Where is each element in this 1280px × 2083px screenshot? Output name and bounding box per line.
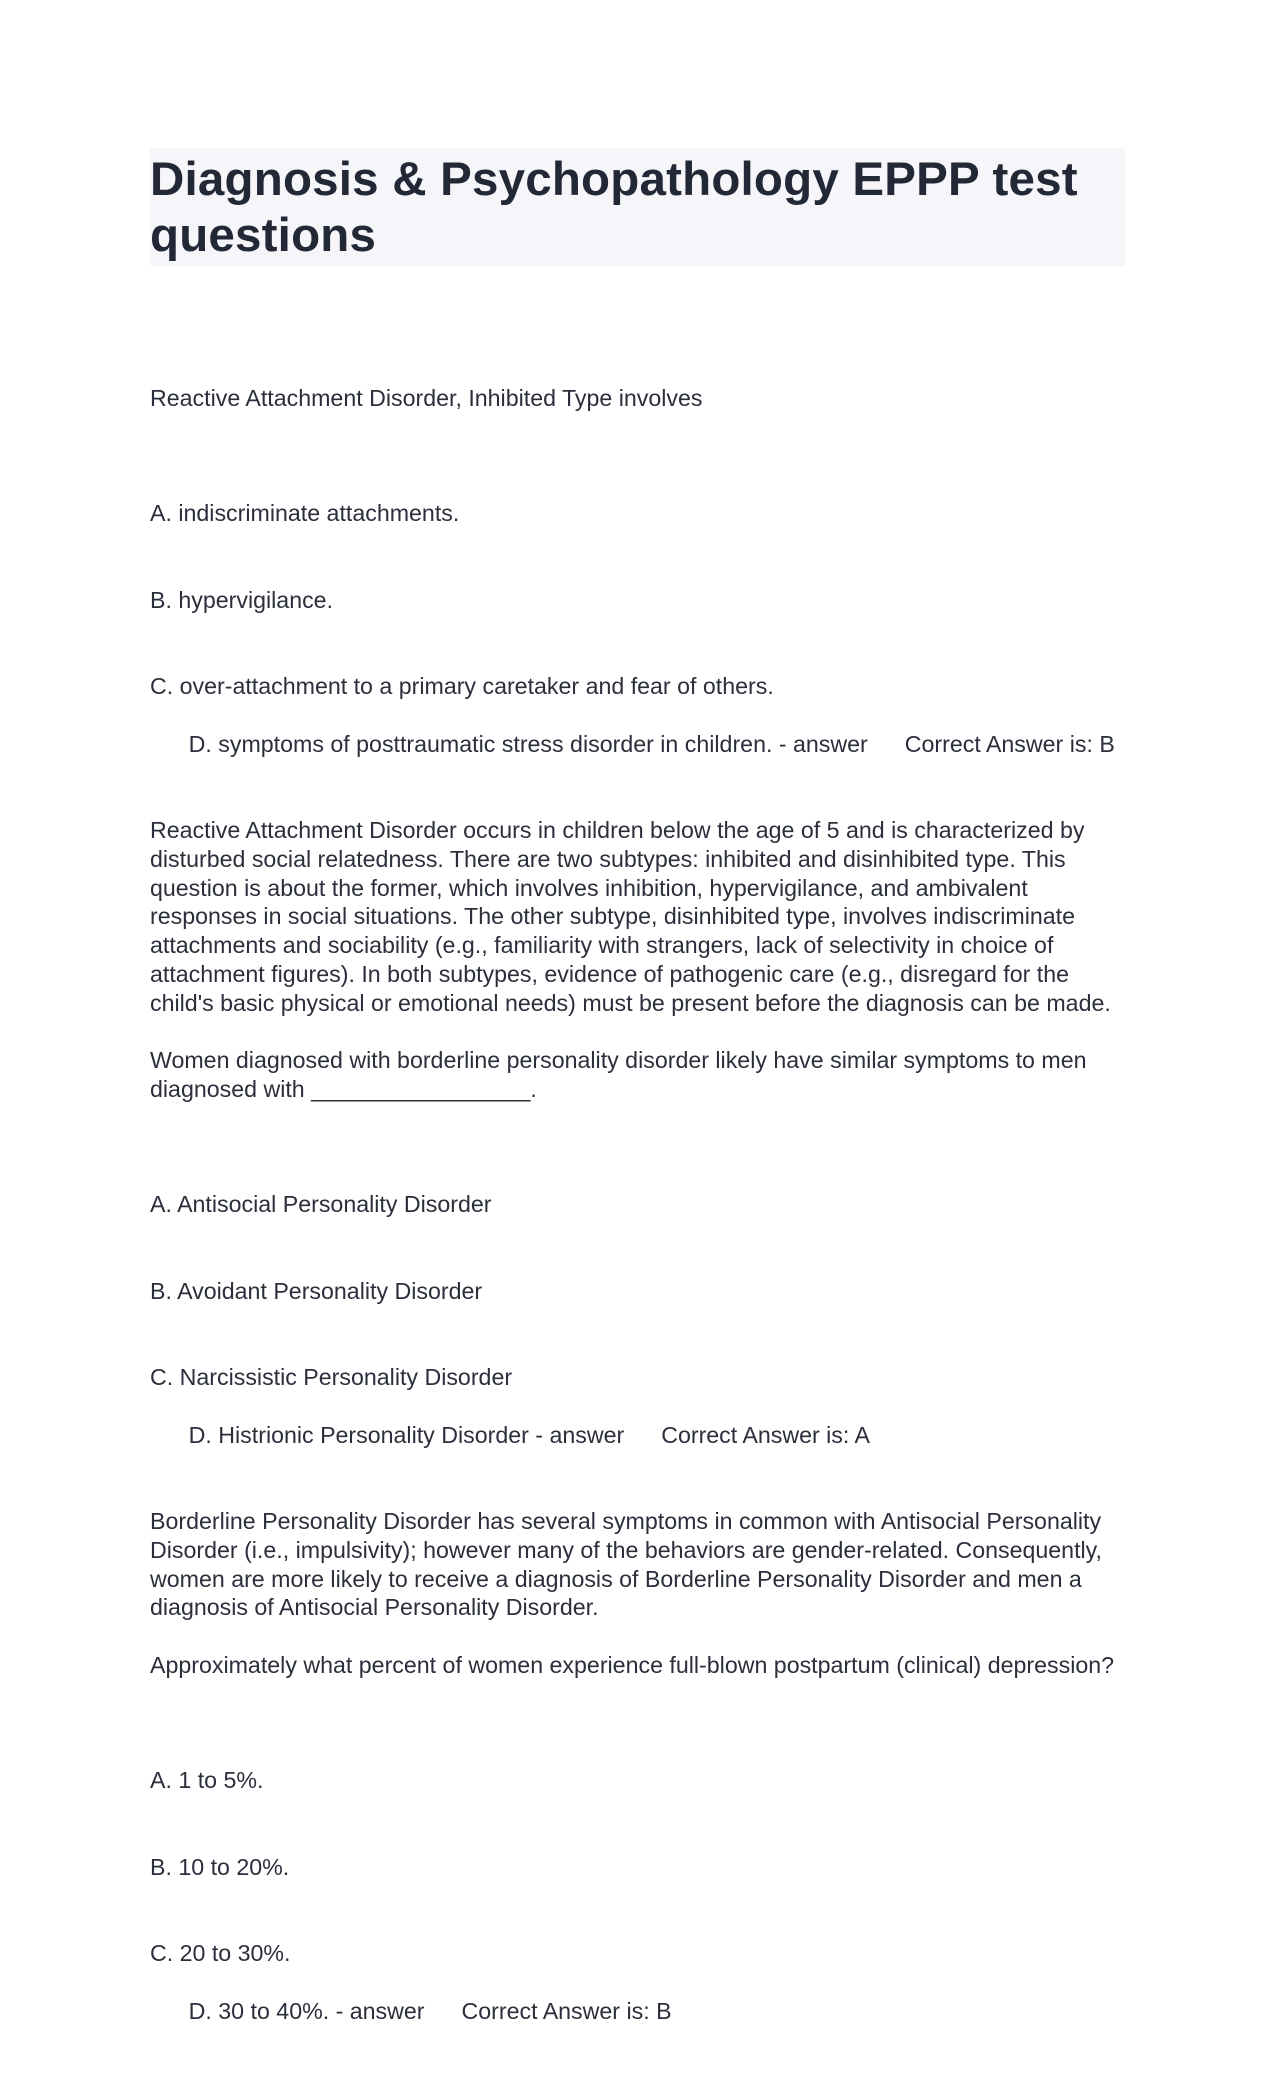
answer-options — [150, 442, 1130, 788]
correct-answer: Correct Answer is: B — [904, 730, 1115, 757]
question-prompt: Approximately what percent of women experience full-blown postpartum (clinical) depression? — [150, 1652, 1115, 1679]
explanation: Reactive Attachment Disorder occurs in children below the age of 5 and is characterized by disturbed social relatedness. There are two subtypes: inhibited and disinhibited type. This question is about the former, which involves inhibition, hypervigilance, and ambivalent responses in social situations. The other subtype, disinhibited type, involves indiscriminate attachments and sociability (e.g., familiarity with strangers, lack of selectivity in choice of attachment figures). In both subtypes, evidence of pathogenic care (e.g., disregard for the child's basic physical or emotional needs) must be present before the diagnosis can be made. — [150, 816, 1111, 1016]
question-prompt: Reactive Attachment Disorder, Inhibited Type involves — [150, 385, 703, 411]
document-page — [150, 148, 1130, 2083]
option-c: C. Narcissistic Personality Disorder — [150, 1364, 513, 1391]
correct-answer: Correct Answer is: A — [661, 1421, 870, 1448]
title-banner — [150, 148, 1125, 266]
option-a: A. indiscriminate attachments. — [150, 500, 460, 527]
option-a: A. 1 to 5%. — [150, 1767, 264, 1794]
page-title: Diagnosis & Psychopathology EPPP test questions — [150, 153, 1078, 262]
option-a: A. Antisocial Personality Disorder — [150, 1191, 492, 1218]
answer-options — [150, 1133, 1130, 1479]
option-c: C. 20 to 30%. — [150, 1940, 291, 1967]
explanation: Borderline Personality Disorder has several symptoms in common with Antisocial Personality Disorder (i.e., impulsivity); however many of the behaviors are gender-related. Consequently, women are more likely to receive a diagnosis of Borderline Personality Disorder and men a diagnosis of Antisocial Personality Disorder. — [150, 1508, 1109, 1621]
option-d: D. symptoms of posttraumatic stress disorder in children. - answer — [188, 730, 868, 757]
question-prompt: Women diagnosed with borderline personality disorder likely have similar symptoms to men diagnosed with _________________. — [150, 1047, 1093, 1103]
option-d: D. Histrionic Personality Disorder - answer — [188, 1421, 625, 1448]
correct-answer: Correct Answer is: B — [461, 1997, 672, 2024]
answer-options — [150, 1709, 1130, 2055]
option-d: D. 30 to 40%. - answer — [188, 1997, 425, 2024]
option-b: B. 10 to 20%. — [150, 1853, 290, 1880]
option-b: B. Avoidant Personality Disorder — [150, 1277, 483, 1304]
option-c: C. over-attachment to a primary caretaker and fear of others. — [150, 672, 774, 699]
option-b: B. hypervigilance. — [150, 586, 334, 613]
document-body — [150, 384, 1130, 2054]
